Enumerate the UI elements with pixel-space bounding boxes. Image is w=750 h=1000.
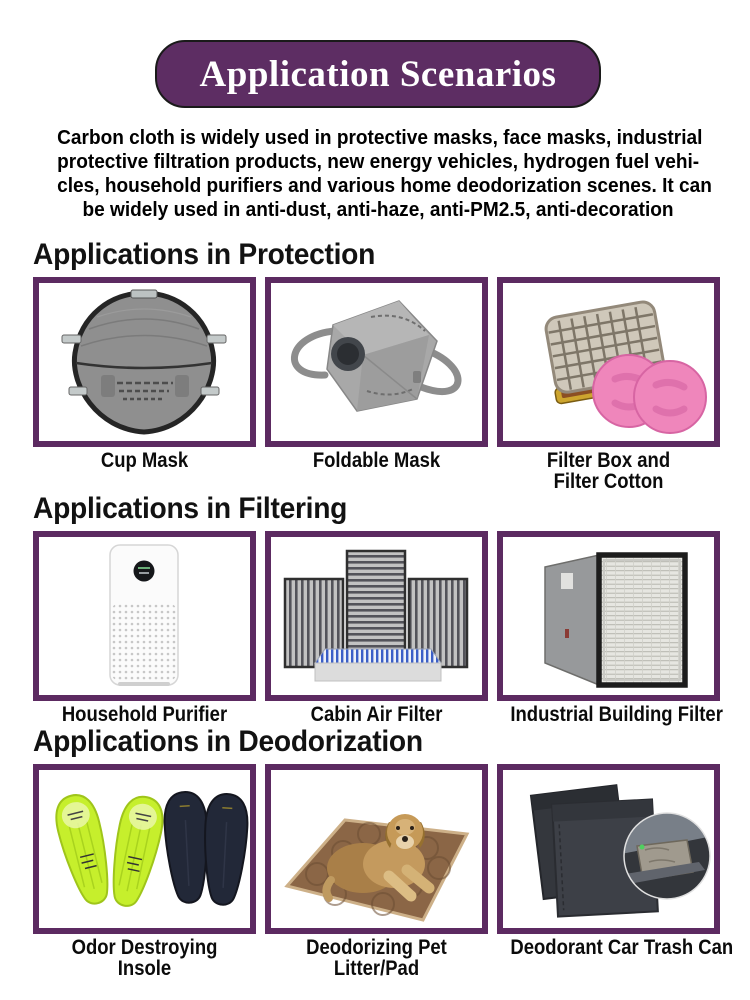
section-deodorization-cards (33, 764, 734, 980)
household-purifier-illustration (39, 537, 250, 695)
foldable-mask-label: Foldable Mask (312, 449, 441, 472)
card-odor-destroying-insole (33, 764, 256, 979)
section-protection-heading: Applications in Protection (33, 238, 376, 271)
intro-line-1: Carbon cloth is widely used in protective masks, face masks, industrial (57, 126, 703, 149)
filter-box-and-cotton-image (497, 277, 720, 447)
section-protection-cards (33, 277, 723, 492)
household-purifier-image (33, 531, 256, 701)
industrial-building-filter-illustration (503, 537, 714, 695)
card-foldable-mask (265, 277, 488, 492)
section-filtering (33, 492, 723, 725)
deodorant-car-trash-can-label: Deodorant Car Trash Can (510, 936, 734, 959)
cup-mask-image (33, 277, 256, 447)
section-deodorization-heading: Applications in Deodorization (33, 725, 423, 758)
cup-mask-label: Cup Mask (100, 449, 189, 472)
section-filtering-cards (33, 531, 723, 725)
filter-box-cotton-label: Filter Box and Filter Cotton (546, 449, 671, 493)
card-deodorant-car-trash-can (497, 764, 734, 979)
cabin-air-filter-label: Cabin Air Filter (310, 703, 443, 726)
section-filtering-heading: Applications in Filtering (33, 492, 348, 525)
intro-line-4: be widely used in anti-dust, anti-haze, anti-PM2.5, anti-decoration (82, 198, 674, 221)
cabin-air-filter-illustration (271, 537, 482, 695)
intro-line-3: cles, household purifiers and various home deodorization scenes. It can (57, 174, 712, 197)
card-industrial-building-filter (497, 531, 723, 726)
intro-paragraph (57, 126, 712, 222)
cabin-air-filter-image (265, 531, 488, 701)
odor-destroying-insole-illustration (39, 770, 250, 928)
deodorizing-pet-pad-label: Deodorizing Pet Litter/Pad (306, 936, 447, 980)
odor-destroying-insole-image (33, 764, 256, 934)
section-deodorization (33, 725, 734, 980)
card-cup-mask (33, 277, 256, 492)
foldable-mask-illustration (271, 283, 482, 441)
odor-destroying-insole-label: Odor Destroying Insole (71, 936, 218, 980)
filter-box-and-cotton-illustration (503, 283, 714, 441)
intro-line-2: protective filtration products, new energy vehicles, hydrogen fuel vehi- (57, 150, 700, 173)
card-cabin-air-filter (265, 531, 488, 725)
household-purifier-label: Household Purifier (61, 703, 228, 726)
industrial-building-filter-image (497, 531, 720, 701)
card-household-purifier (33, 531, 256, 725)
banner-title: Application Scenarios (199, 53, 557, 95)
industrial-building-filter-label: Industrial Building Filter (510, 703, 723, 726)
deodorizing-pet-pad-illustration (271, 770, 482, 928)
application-scenarios-banner (155, 40, 601, 108)
foldable-mask-image (265, 277, 488, 447)
deodorant-car-trash-can-illustration (503, 770, 714, 928)
section-protection (33, 238, 723, 492)
card-deodorizing-pet-pad (265, 764, 488, 979)
card-filter-box-cotton (497, 277, 720, 492)
cup-mask-illustration (39, 283, 250, 441)
deodorant-car-trash-can-image (497, 764, 720, 934)
deodorizing-pet-pad-image (265, 764, 488, 934)
